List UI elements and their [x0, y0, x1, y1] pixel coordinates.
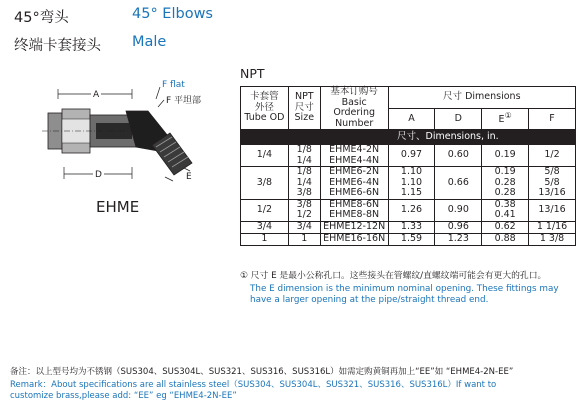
- cell-tube-od: 3/4: [241, 221, 289, 233]
- table-header-row: [241, 87, 576, 109]
- cell-part-number: EHME4-2N EHME4-4N: [320, 145, 388, 167]
- subtitle-english: Male: [132, 34, 167, 50]
- header-basic-ordering-number: 基本订购号 Basic Ordering Number: [320, 87, 388, 130]
- part-series-code: EHME: [96, 198, 140, 216]
- header-tube-od: 卡套管 外径 Tube OD: [241, 87, 289, 130]
- cell-f: 1 3/8: [529, 233, 576, 245]
- cell-npt: 1/8 1/4: [288, 145, 320, 167]
- f-flat-cn-label: F 平坦部: [166, 96, 202, 106]
- cell-d: 0.60: [435, 145, 482, 167]
- footnote-english-line1: The E dimension is the minimum nominal opening. These fittings may: [250, 284, 559, 294]
- cell-d: 1.23: [435, 233, 482, 245]
- header-col-a: A: [388, 108, 435, 130]
- cell-npt: 1: [288, 233, 320, 245]
- footnote-english-line2: have a larger opening at the pipe/straight thread end.: [250, 295, 489, 305]
- remark-english-line2: customize brass,please add: “EE” eg “EHME4-2N-EE”: [10, 391, 237, 401]
- table-row: [241, 145, 576, 167]
- cell-e: 0.19 0.28 0.28: [482, 167, 529, 200]
- elbow-fitting-drawing: [40, 75, 225, 190]
- cell-f: 1/2: [529, 145, 576, 167]
- cell-tube-od: 3/8: [241, 167, 289, 200]
- table-row: [241, 167, 576, 200]
- header-dimensions: 尺寸 Dimensions: [388, 87, 575, 109]
- dim-d-label: D: [95, 170, 102, 180]
- cell-a: 0.97: [388, 145, 435, 167]
- dim-e-label: E: [186, 172, 192, 182]
- cell-tube-od: 1/2: [241, 199, 289, 221]
- cell-npt: 3/4: [288, 221, 320, 233]
- f-flat-label: F flat: [162, 80, 185, 90]
- table-row: [241, 233, 576, 245]
- dim-a-label: A: [93, 90, 100, 100]
- cell-tube-od: 1/4: [241, 145, 289, 167]
- remark-english-line1: Remark：About specifications are all stainless steel（SUS304、SUS304L、SUS321、SUS316、SUS316L）If want to: [10, 380, 497, 390]
- table-row: [241, 199, 576, 221]
- header-col-d: D: [435, 108, 482, 130]
- cell-a: 1.26: [388, 199, 435, 221]
- cell-npt: 1/8 1/4 3/8: [288, 167, 320, 200]
- title-chinese: 45°弯头: [14, 10, 69, 26]
- remark-chinese: 备注：以上型号均为不锈钢（SUS304、SUS304L、SUS321、SUS316、SUS316L）如需定购黄铜再加上“EE”如 “EHME4-2N-EE”: [10, 367, 514, 377]
- cell-a: 1.33: [388, 221, 435, 233]
- cell-tube-od: 1: [241, 233, 289, 245]
- cell-e: 0.38 0.41: [482, 199, 529, 221]
- npt-section-label: NPT: [240, 66, 265, 81]
- table-row: [241, 221, 576, 233]
- cell-part-number: EHME12-12N: [320, 221, 388, 233]
- units-band: 尺寸、Dimensions, in.: [320, 130, 575, 145]
- cell-part-number: EHME16-16N: [320, 233, 388, 245]
- title-english: 45° Elbows: [132, 6, 213, 22]
- footnote-chinese: ① 尺寸 E 是最小公称孔口。这些接头在管螺纹/直螺纹端可能会有更大的孔口。: [240, 271, 547, 281]
- cell-e: 0.62: [482, 221, 529, 233]
- header-col-e: E①: [482, 108, 529, 130]
- cell-a: 1.10 1.10 1.15: [388, 167, 435, 200]
- cell-f: 1 1/16: [529, 221, 576, 233]
- cell-e: 0.19: [482, 145, 529, 167]
- header-npt-size: NPT 尺寸 Size: [288, 87, 320, 130]
- cell-npt: 3/8 1/2: [288, 199, 320, 221]
- cell-f: 5/8 5/8 13/16: [529, 167, 576, 200]
- units-band-row: [241, 130, 576, 145]
- subtitle-chinese: 终端卡套接头: [14, 38, 101, 54]
- dimensions-table: [240, 86, 576, 246]
- cell-d: 0.90: [435, 199, 482, 221]
- header-col-f: F: [529, 108, 576, 130]
- cell-f: 13/16: [529, 199, 576, 221]
- cell-a: 1.59: [388, 233, 435, 245]
- cell-d: 0.96: [435, 221, 482, 233]
- cell-part-number: EHME6-2N EHME6-4N EHME6-6N: [320, 167, 388, 200]
- cell-part-number: EHME8-6N EHME8-8N: [320, 199, 388, 221]
- cell-e: 0.88: [482, 233, 529, 245]
- cell-d: 0.66: [435, 167, 482, 200]
